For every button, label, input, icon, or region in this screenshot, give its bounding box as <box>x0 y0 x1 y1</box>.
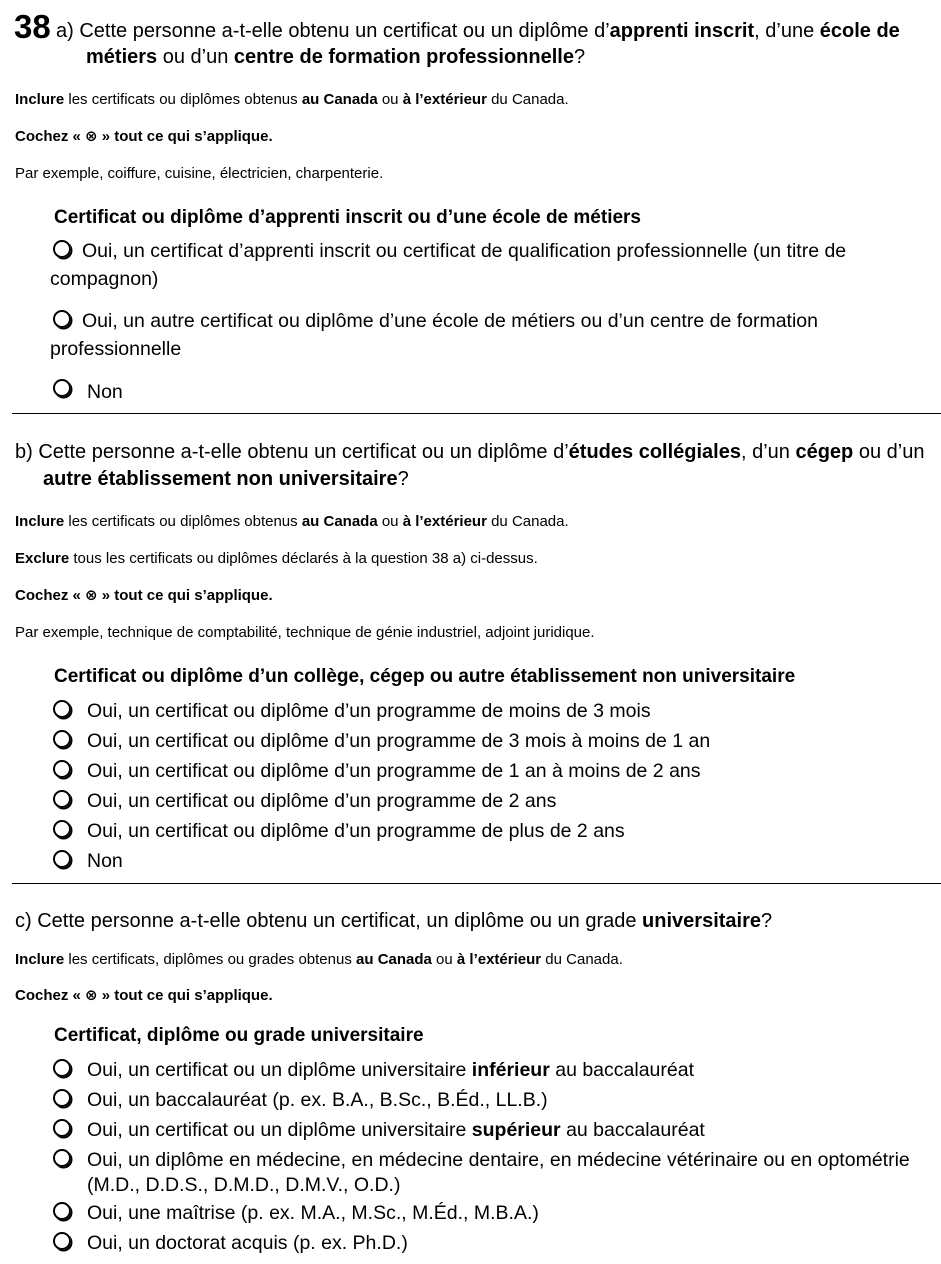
group-title-c: Certificat, diplôme ou grade universitaire <box>54 1025 424 1046</box>
question-c-title: c) Cette personne a-t-elle obtenu un certificat, un diplôme ou un grade universitaire? <box>15 910 773 932</box>
group-title-a: Certificat ou diplôme d’apprenti inscrit ou d’une école de métiers <box>54 207 641 228</box>
qb-option-3-label: Oui, un certificat ou diplôme d’un programme de 1 an à moins de 2 ans <box>87 760 701 782</box>
group-title-b: Certificat ou diplôme d’un collège, cégep ou autre établissement non universitaire <box>54 666 796 687</box>
question-b-title: b) Cette personne a-t-elle obtenu un certificat ou un diplôme d’études collégiales, d’un cégep ou d’un <box>15 441 925 463</box>
qc-option-1-label: Oui, un certificat ou un diplôme universitaire inférieur au baccalauréat <box>87 1059 694 1081</box>
include-note-a: Inclure les certificats ou diplômes obtenus au Canada ou à l’extérieur du Canada. <box>15 91 569 108</box>
radio-qa-option-3[interactable] <box>53 379 71 397</box>
example-note-b: Par exemple, technique de comptabilité, technique de génie industriel, adjoint juridique. <box>15 624 595 641</box>
include-note-c: Inclure les certificats, diplômes ou grades obtenus au Canada ou à l’extérieur du Canada. <box>15 951 623 968</box>
qc-option-4-label-line2: (M.D., D.D.S., D.M.D., D.M.V., O.D.) <box>87 1174 401 1196</box>
question-b-title-line2: autre établissement non universitaire? <box>43 468 409 490</box>
radio-qc-option-3[interactable] <box>53 1119 71 1137</box>
radio-qc-option-2[interactable] <box>53 1089 71 1107</box>
qc-option-5-label: Oui, une maîtrise (p. ex. M.A., M.Sc., M.Éd., M.B.A.) <box>87 1202 539 1224</box>
radio-qb-option-2[interactable] <box>53 730 71 748</box>
include-note-b: Inclure les certificats ou diplômes obtenus au Canada ou à l’extérieur du Canada. <box>15 513 569 530</box>
exclude-note-b: Exclure tous les certificats ou diplômes déclarés à la question 38 a) ci-dessus. <box>15 550 538 567</box>
radio-qc-option-6[interactable] <box>53 1232 71 1250</box>
qc-option-6-label: Oui, un doctorat acquis (p. ex. Ph.D.) <box>87 1232 408 1254</box>
question-a-title-line2: métiers ou d’un centre de formation professionnelle? <box>86 46 586 68</box>
radio-qa-option-1[interactable] <box>53 240 71 258</box>
qb-option-5-label: Oui, un certificat ou diplôme d’un programme de plus de 2 ans <box>87 820 625 842</box>
check-instruction-b: Cochez « ⊗ » tout ce qui s’applique. <box>15 587 273 604</box>
check-instruction-c: Cochez « ⊗ » tout ce qui s’applique. <box>15 987 273 1004</box>
qc-option-2-label: Oui, un baccalauréat (p. ex. B.A., B.Sc., B.Éd., LL.B.) <box>87 1089 548 1111</box>
qb-option-1-label: Oui, un certificat ou diplôme d’un programme de moins de 3 mois <box>87 700 651 722</box>
radio-qa-option-2[interactable] <box>53 310 71 328</box>
qc-option-3-label: Oui, un certificat ou un diplôme universitaire supérieur au baccalauréat <box>87 1119 705 1141</box>
radio-qb-option-5[interactable] <box>53 820 71 838</box>
radio-qb-option-4[interactable] <box>53 790 71 808</box>
qb-option-6-label: Non <box>87 850 123 872</box>
qb-option-2-label: Oui, un certificat ou diplôme d’un programme de 3 mois à moins de 1 an <box>87 730 711 752</box>
radio-qb-option-6[interactable] <box>53 850 71 868</box>
radio-qb-option-3[interactable] <box>53 760 71 778</box>
radio-qc-option-5[interactable] <box>53 1202 71 1220</box>
section-divider-2 <box>12 883 941 884</box>
check-instruction-a: Cochez « ⊗ » tout ce qui s’applique. <box>15 128 273 145</box>
radio-qc-option-1[interactable] <box>53 1059 71 1077</box>
qa-option-1-label: Oui, un certificat d’apprenti inscrit ou certificat de qualification professionnelle (un titre de <box>82 240 847 262</box>
question-a-title: a) Cette personne a-t-elle obtenu un certificat ou un diplôme d’apprenti inscrit, d’une école de <box>56 20 900 42</box>
qa-option-1-label-line2: compagnon) <box>50 268 159 290</box>
qa-option-3-label: Non <box>87 381 123 403</box>
qb-option-4-label: Oui, un certificat ou diplôme d’un programme de 2 ans <box>87 790 557 812</box>
radio-qb-option-1[interactable] <box>53 700 71 718</box>
example-note-a: Par exemple, coiffure, cuisine, électricien, charpenterie. <box>15 165 384 182</box>
qc-option-4-label: Oui, un diplôme en médecine, en médecine dentaire, en médecine vétérinaire ou en optométrie <box>87 1149 910 1171</box>
qa-option-2-label-line2: professionnelle <box>50 338 182 360</box>
qa-option-2-label: Oui, un autre certificat ou diplôme d’une école de métiers ou d’un centre de formation <box>82 310 819 332</box>
question-number: 38 <box>14 8 51 45</box>
section-divider-1 <box>12 413 941 414</box>
radio-qc-option-4[interactable] <box>53 1149 71 1167</box>
